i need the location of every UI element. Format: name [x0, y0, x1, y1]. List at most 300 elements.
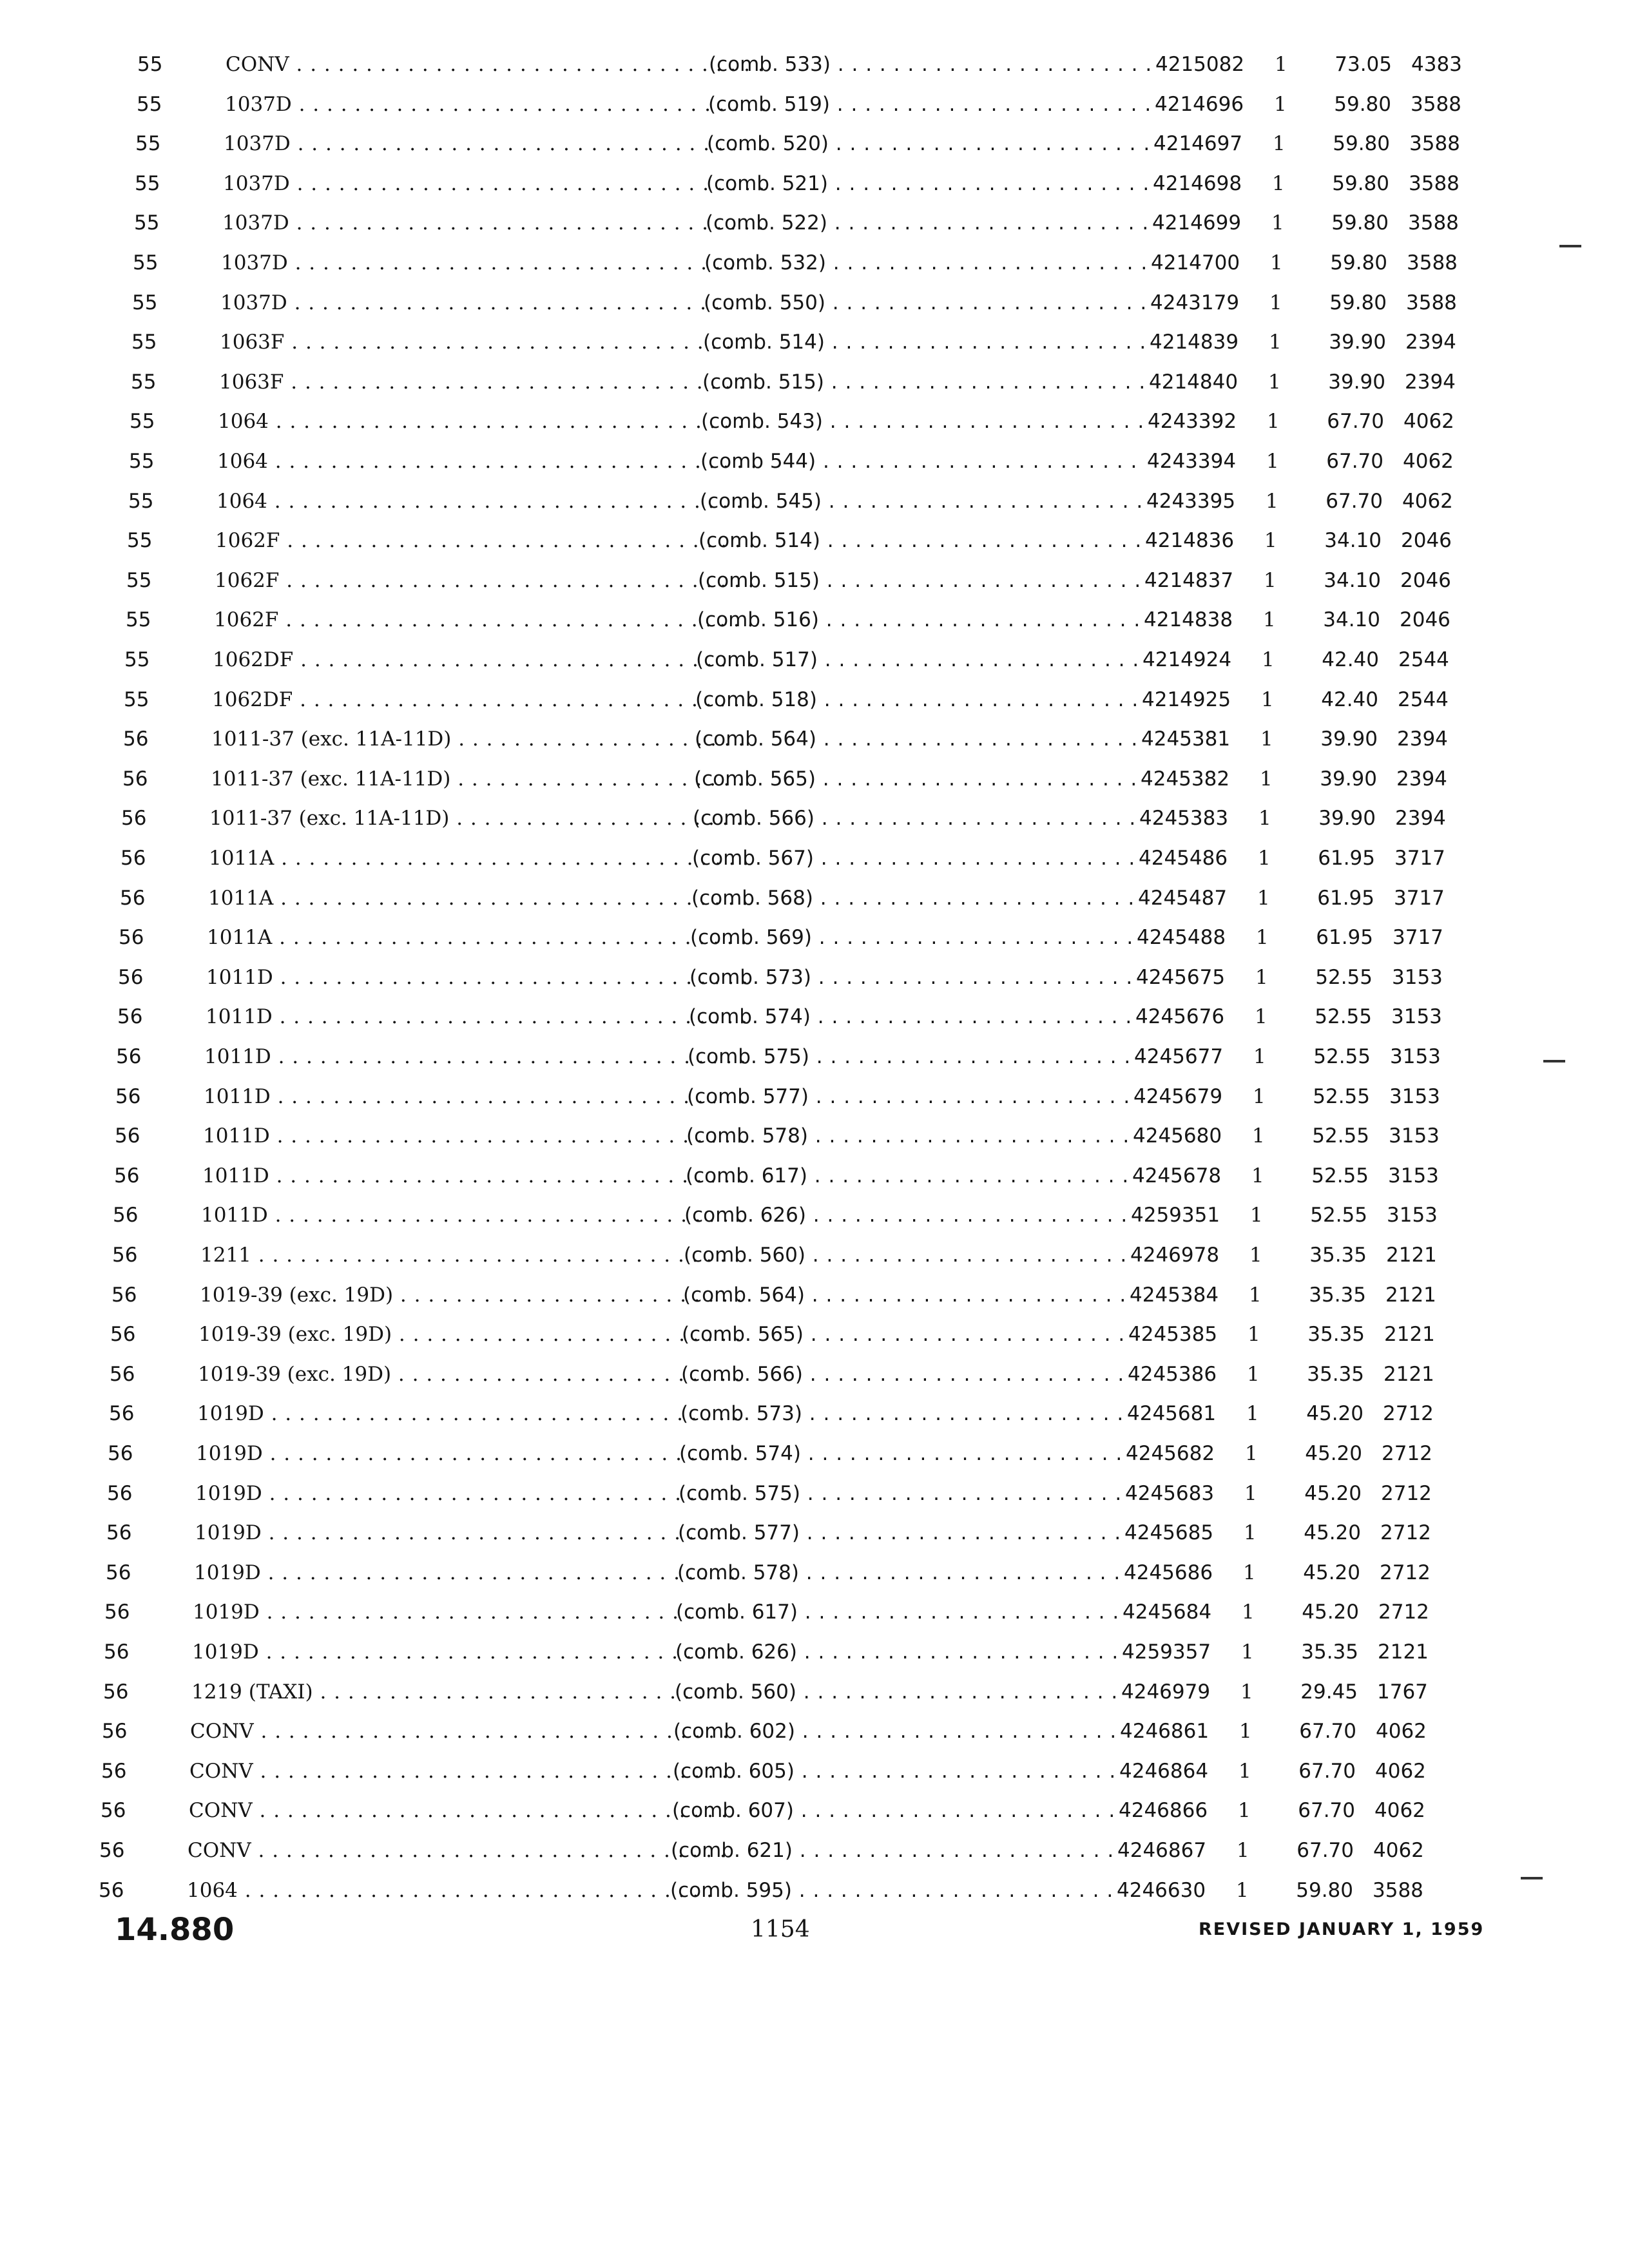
part-number: 4246866 [1113, 1791, 1213, 1830]
margin-mark [1521, 1877, 1543, 1879]
list-price: 59.80 [1331, 211, 1389, 235]
model-name: 1019D . . . [193, 1593, 734, 1631]
part-number: 4214696 [1150, 85, 1249, 124]
price-code: 3588 [1373, 1878, 1423, 1902]
price-code: 2394 [1397, 727, 1448, 751]
part-number: 4245677 [1129, 1037, 1228, 1076]
model-year: 55 [124, 648, 150, 671]
price-code: 3717 [1393, 926, 1443, 950]
list-price: 35.35 [1301, 1640, 1358, 1664]
table-row [128, 85, 1514, 124]
table-row [99, 1474, 1484, 1513]
combination-number: (comb 544) . . . [700, 442, 1242, 481]
model-name: 1019D . . . [194, 1553, 735, 1592]
combination-number: (comb. 573) . . . [680, 1394, 1222, 1433]
table-row [118, 561, 1503, 600]
model-year: 56 [122, 767, 148, 791]
model-name: 1011-37 (exc. 11A-11D) . . . [211, 720, 753, 758]
list-price: 67.70 [1296, 1839, 1354, 1862]
list-price: 45.20 [1302, 1600, 1359, 1624]
margin-mark [1559, 245, 1581, 247]
model-name: 1037D . . . [222, 204, 764, 242]
combination-number: (comb. 626) . . . [675, 1633, 1217, 1671]
quantity: 1 [1253, 1084, 1266, 1108]
list-price: 34.10 [1324, 529, 1382, 553]
price-code: 3588 [1411, 92, 1461, 116]
list-price: 52.55 [1313, 1084, 1370, 1108]
price-code: 4062 [1403, 410, 1454, 434]
model-name: CONV . . . [190, 1712, 731, 1751]
quantity: 1 [1273, 132, 1286, 156]
model-year: 55 [133, 251, 159, 274]
list-price: 67.70 [1298, 1799, 1355, 1823]
price-code: 3153 [1391, 1005, 1442, 1029]
part-number: 4245676 [1130, 997, 1229, 1036]
quantity: 1 [1266, 489, 1278, 513]
part-number: 4243179 [1145, 284, 1244, 322]
list-price: 67.70 [1326, 450, 1383, 473]
price-code: 3588 [1406, 291, 1457, 314]
combination-number: (comb. 568) . . . [691, 879, 1233, 918]
model-year: 56 [112, 1244, 138, 1267]
combination-number: (comb. 560) . . . [675, 1673, 1216, 1711]
quantity: 1 [1238, 1799, 1251, 1823]
model-year: 56 [106, 1561, 131, 1584]
list-price: 61.95 [1318, 847, 1375, 870]
combination-number: (comb. 518) . . . [695, 680, 1237, 719]
part-number: 4245386 [1123, 1355, 1222, 1394]
model-name: 1011A . . . [207, 918, 748, 957]
model-year: 55 [131, 331, 157, 354]
list-price: 67.70 [1298, 1759, 1356, 1783]
list-price: 29.45 [1300, 1680, 1358, 1704]
model-year: 55 [135, 171, 160, 195]
model-name: 1011A . . . [209, 839, 750, 878]
table-row [114, 760, 1499, 798]
part-number: 4245385 [1123, 1315, 1222, 1354]
price-code: 3153 [1390, 1045, 1441, 1068]
table-row [111, 879, 1497, 918]
combination-number: (comb. 577) . . . [678, 1514, 1219, 1552]
quantity: 1 [1275, 53, 1287, 76]
table-row [119, 521, 1504, 560]
model-name: 1064 . . . [217, 482, 758, 521]
model-name: 1064 . . . [218, 402, 759, 441]
combination-number: (comb. 517) . . . [696, 640, 1237, 679]
table-row [93, 1712, 1479, 1751]
model-year: 56 [115, 1124, 140, 1148]
quantity: 1 [1255, 1005, 1268, 1029]
quantity: 1 [1251, 1164, 1264, 1187]
model-year: 56 [103, 1680, 129, 1704]
list-price: 73.05 [1335, 53, 1392, 76]
list-price: 45.20 [1304, 1521, 1361, 1545]
quantity: 1 [1274, 92, 1287, 116]
quantity: 1 [1249, 1283, 1262, 1307]
part-number: 4245683 [1120, 1474, 1219, 1513]
model-name: 1062F . . . [215, 561, 756, 600]
part-number: 4259351 [1126, 1196, 1225, 1235]
part-number: 4246864 [1114, 1752, 1213, 1791]
model-year: 56 [109, 1402, 135, 1426]
price-code: 3588 [1407, 251, 1458, 274]
table-row [129, 45, 1514, 84]
table-row [101, 1394, 1486, 1433]
table-row [126, 164, 1512, 203]
part-number: 4245679 [1128, 1077, 1228, 1116]
table-row [113, 799, 1498, 838]
part-number: 4214700 [1146, 244, 1245, 282]
combination-number: (comb. 567) . . . [692, 839, 1233, 878]
combination-number: (comb. 550) . . . [704, 284, 1245, 322]
model-name: 1011-37 (exc. 11A-11D) . . . [211, 760, 752, 798]
model-year: 56 [110, 1362, 135, 1386]
table-row [90, 1871, 1476, 1910]
price-code: 3717 [1394, 886, 1445, 910]
list-price: 35.35 [1307, 1323, 1365, 1347]
part-number: 4246867 [1112, 1831, 1211, 1870]
model-year: 55 [137, 53, 163, 76]
price-code: 3153 [1388, 1164, 1439, 1187]
price-code: 3717 [1394, 847, 1445, 870]
price-code: 2712 [1380, 1521, 1431, 1545]
model-name: 1011D . . . [206, 997, 747, 1036]
model-name: 1062DF . . . [212, 680, 753, 719]
model-name: 1011A . . . [208, 879, 749, 918]
quantity: 1 [1244, 1481, 1257, 1505]
quantity: 1 [1252, 1124, 1265, 1148]
quantity: 1 [1257, 886, 1270, 910]
combination-number: (comb. 617) . . . [676, 1593, 1217, 1631]
quantity: 1 [1260, 767, 1273, 791]
list-price: 35.35 [1307, 1362, 1364, 1386]
quantity: 1 [1258, 847, 1271, 870]
part-number: 4246978 [1125, 1236, 1224, 1274]
part-number: 4214838 [1139, 601, 1238, 639]
part-number: 4245486 [1133, 839, 1233, 878]
table-row [120, 482, 1505, 521]
combination-number: (comb. 543) . . . [701, 402, 1242, 441]
table-row [98, 1514, 1483, 1552]
model-year: 55 [129, 450, 155, 473]
quantity: 1 [1245, 1442, 1258, 1465]
list-price: 59.80 [1329, 291, 1387, 314]
model-year: 55 [130, 410, 155, 434]
list-price: 45.20 [1303, 1561, 1360, 1584]
part-number: 4245684 [1117, 1593, 1217, 1631]
quantity: 1 [1249, 1244, 1262, 1267]
list-price: 39.90 [1329, 331, 1386, 354]
price-code: 3153 [1389, 1124, 1440, 1148]
list-price: 59.80 [1333, 132, 1390, 156]
section-number: 14.880 [115, 1912, 235, 1948]
table-row [106, 1157, 1491, 1195]
combination-number: (comb. 520) . . . [707, 124, 1248, 163]
combination-number: (comb. 566) . . . [693, 799, 1234, 838]
combination-number: (comb. 573) . . . [689, 958, 1231, 997]
margin-mark [1543, 1060, 1565, 1062]
table-row [103, 1276, 1489, 1314]
combination-number: (comb. 578) . . . [686, 1117, 1228, 1155]
combination-number: (comb. 519) . . . [708, 85, 1249, 124]
model-year: 56 [101, 1799, 126, 1823]
price-code: 3153 [1389, 1084, 1440, 1108]
combination-number: (comb. 521) . . . [706, 164, 1248, 203]
model-name: 1019D . . . [195, 1474, 737, 1513]
list-price: 45.20 [1304, 1481, 1362, 1505]
model-name: 1219 (TAXI) . . . [191, 1673, 733, 1711]
price-code: 2712 [1383, 1402, 1434, 1426]
price-code: 2121 [1383, 1362, 1434, 1386]
quantity: 1 [1240, 1680, 1253, 1704]
table-row [101, 1355, 1487, 1394]
model-name: 1011D . . . [206, 958, 747, 997]
model-name: 1011-37 (exc. 11A-11D) . . . [209, 799, 751, 838]
list-price: 59.80 [1332, 171, 1389, 195]
price-code: 2121 [1386, 1244, 1437, 1267]
part-number: 4214699 [1147, 204, 1246, 242]
combination-number: (comb. 575) . . . [688, 1037, 1229, 1076]
quantity: 1 [1236, 1878, 1249, 1902]
table-row [124, 284, 1509, 322]
quantity: 1 [1264, 529, 1277, 553]
model-year: 56 [115, 1084, 141, 1108]
part-number: 4215082 [1150, 45, 1249, 84]
list-price: 61.95 [1316, 926, 1373, 950]
combination-number: (comb. 607) . . . [672, 1791, 1213, 1830]
quantity: 1 [1271, 211, 1284, 235]
part-number: 4246979 [1116, 1673, 1215, 1711]
model-name: 1019D . . . [195, 1514, 736, 1552]
price-code: 1767 [1377, 1680, 1428, 1704]
list-price: 39.90 [1318, 807, 1376, 831]
model-year: 55 [128, 489, 154, 513]
model-year: 56 [114, 1164, 140, 1187]
model-name: 1062DF . . . [213, 640, 754, 679]
combination-number: (comb. 516) . . . [697, 601, 1239, 639]
price-code: 2046 [1401, 529, 1452, 553]
list-price: 52.55 [1315, 965, 1373, 989]
quantity: 1 [1272, 171, 1285, 195]
price-code: 2712 [1382, 1442, 1432, 1465]
quantity: 1 [1270, 251, 1283, 274]
model-year: 55 [135, 132, 161, 156]
part-number: 4214836 [1140, 521, 1239, 560]
combination-number: (comb. 566) . . . [681, 1355, 1222, 1394]
quantity: 1 [1268, 370, 1281, 394]
part-number: 4245384 [1124, 1276, 1224, 1314]
table-row [123, 323, 1509, 361]
combination-number: (comb. 626) . . . [684, 1196, 1226, 1235]
model-year: 56 [104, 1600, 130, 1624]
quantity: 1 [1258, 807, 1271, 831]
quantity: 1 [1244, 1521, 1257, 1545]
combination-number: (comb. 621) . . . [671, 1831, 1212, 1870]
list-price: 52.55 [1313, 1045, 1371, 1068]
list-price: 45.20 [1305, 1442, 1362, 1465]
quantity: 1 [1266, 450, 1279, 473]
price-code: 4062 [1373, 1839, 1424, 1862]
model-year: 56 [99, 1839, 125, 1862]
quantity: 1 [1264, 568, 1277, 592]
quantity: 1 [1260, 727, 1273, 751]
model-year: 56 [102, 1720, 128, 1744]
price-code: 4062 [1375, 1759, 1426, 1783]
quantity: 1 [1262, 648, 1275, 671]
part-number: 4245678 [1127, 1157, 1226, 1195]
model-year: 56 [99, 1878, 124, 1902]
table-row [91, 1831, 1476, 1870]
combination-number: (comb. 515) . . . [698, 561, 1239, 600]
table-row [121, 402, 1507, 441]
table-row [108, 1037, 1493, 1076]
model-name: 1037D . . . [220, 284, 762, 322]
table-row [112, 839, 1498, 878]
table-row [104, 1196, 1490, 1235]
part-number: 4245682 [1121, 1434, 1220, 1473]
table-row [127, 124, 1512, 163]
table-row [96, 1593, 1481, 1631]
part-number: 4245681 [1122, 1394, 1221, 1433]
quantity: 1 [1247, 1362, 1260, 1386]
model-year: 56 [106, 1521, 132, 1545]
model-year: 55 [126, 568, 152, 592]
table-row [117, 601, 1503, 639]
model-name: 1019D . . . [197, 1394, 738, 1433]
table-row [97, 1553, 1483, 1592]
combination-number: (comb. 578) . . . [677, 1553, 1219, 1592]
model-year: 56 [101, 1759, 127, 1783]
part-number: 4245685 [1119, 1514, 1219, 1552]
list-price: 67.70 [1325, 489, 1383, 513]
part-number: 4259357 [1117, 1633, 1216, 1671]
table-row [110, 918, 1496, 957]
model-name: 1063F . . . [219, 363, 760, 401]
table-row [115, 720, 1500, 758]
model-year: 55 [137, 92, 162, 116]
list-price: 45.20 [1306, 1402, 1364, 1426]
part-number: 4246630 [1112, 1871, 1211, 1910]
list-price: 35.35 [1309, 1283, 1366, 1307]
quantity: 1 [1243, 1561, 1256, 1584]
list-price: 61.95 [1317, 886, 1374, 910]
quantity: 1 [1253, 1045, 1266, 1068]
quantity: 1 [1242, 1600, 1255, 1624]
combination-number: (comb. 564) . . . [695, 720, 1236, 758]
quantity: 1 [1237, 1839, 1249, 1862]
price-code: 4062 [1402, 489, 1453, 513]
combination-number: (comb. 577) . . . [687, 1077, 1228, 1116]
model-year: 55 [127, 529, 153, 553]
combination-number: (comb. 532) . . . [704, 244, 1246, 282]
revision-date: REVISED JANUARY 1, 1959 [1199, 1919, 1485, 1939]
model-year: 56 [118, 965, 144, 989]
table-row [110, 958, 1495, 997]
price-code: 2121 [1385, 1283, 1436, 1307]
part-number: 4243394 [1142, 442, 1241, 481]
model-year: 55 [132, 291, 158, 314]
page-number: 1154 [751, 1916, 810, 1943]
part-number: 4245675 [1131, 958, 1230, 997]
price-code: 3588 [1409, 132, 1460, 156]
list-price: 67.70 [1299, 1720, 1356, 1744]
list-price: 42.40 [1322, 648, 1379, 671]
quantity: 1 [1239, 1720, 1252, 1744]
table-row [120, 442, 1506, 481]
model-year: 56 [111, 1283, 137, 1307]
combination-number: (comb. 574) . . . [679, 1434, 1220, 1473]
price-code: 2394 [1405, 331, 1456, 354]
list-price: 59.80 [1330, 251, 1387, 274]
price-code: 2544 [1398, 687, 1449, 711]
model-year: 56 [117, 1005, 143, 1029]
combination-number: (comb. 617) . . . [686, 1157, 1227, 1195]
part-number: 4245488 [1132, 918, 1231, 957]
price-code: 2394 [1396, 767, 1447, 791]
table-row [93, 1752, 1478, 1791]
model-name: 1211 . . . [200, 1236, 742, 1274]
model-name: 1062F . . . [214, 601, 755, 639]
part-number: 4214698 [1148, 164, 1247, 203]
table-row [106, 1117, 1492, 1155]
part-number: 4245381 [1136, 720, 1235, 758]
list-price: 42.40 [1321, 687, 1378, 711]
price-code: 2544 [1398, 648, 1449, 671]
model-year: 56 [121, 807, 147, 831]
list-price: 52.55 [1312, 1124, 1369, 1148]
price-code: 2121 [1384, 1323, 1435, 1347]
list-price: 34.10 [1324, 568, 1381, 592]
model-year: 56 [107, 1481, 133, 1505]
part-number: 4245686 [1119, 1553, 1218, 1592]
price-code: 3588 [1409, 171, 1460, 195]
price-code: 4062 [1374, 1799, 1425, 1823]
table-row [95, 1633, 1481, 1671]
model-name: 1064 . . . [187, 1871, 728, 1910]
model-name: 1011D . . . [204, 1077, 745, 1116]
table-row [102, 1315, 1487, 1354]
table-row [92, 1791, 1478, 1830]
table-row [124, 244, 1510, 282]
list-price: 59.80 [1296, 1878, 1353, 1902]
combination-number: (comb. 514) . . . [699, 521, 1240, 560]
price-code: 2712 [1378, 1600, 1429, 1624]
quantity: 1 [1269, 331, 1282, 354]
part-number: 4214840 [1144, 363, 1243, 401]
list-price: 34.10 [1323, 608, 1380, 632]
part-number: 4245487 [1133, 879, 1232, 918]
list-price: 59.80 [1334, 92, 1391, 116]
table-row [107, 1077, 1492, 1116]
part-number: 4243395 [1141, 482, 1240, 521]
list-price: 52.55 [1315, 1005, 1372, 1029]
combination-number: (comb. 565) . . . [694, 760, 1235, 798]
price-code: 4383 [1411, 53, 1462, 76]
model-name: 1037D . . . [221, 244, 762, 282]
model-name: 1019-39 (exc. 19D) . . . [198, 1315, 740, 1354]
quantity: 1 [1267, 410, 1280, 434]
combination-number: (comb. 564) . . . [683, 1276, 1224, 1314]
model-name: 1037D . . . [223, 164, 764, 203]
price-code: 3153 [1387, 1204, 1438, 1227]
model-name: 1019D . . . [196, 1434, 737, 1473]
price-code: 2712 [1380, 1561, 1431, 1584]
price-code: 3588 [1408, 211, 1459, 235]
list-price: 39.90 [1328, 370, 1385, 394]
table-row [126, 204, 1511, 242]
part-number: 4245680 [1128, 1117, 1227, 1155]
table-row [104, 1236, 1489, 1274]
